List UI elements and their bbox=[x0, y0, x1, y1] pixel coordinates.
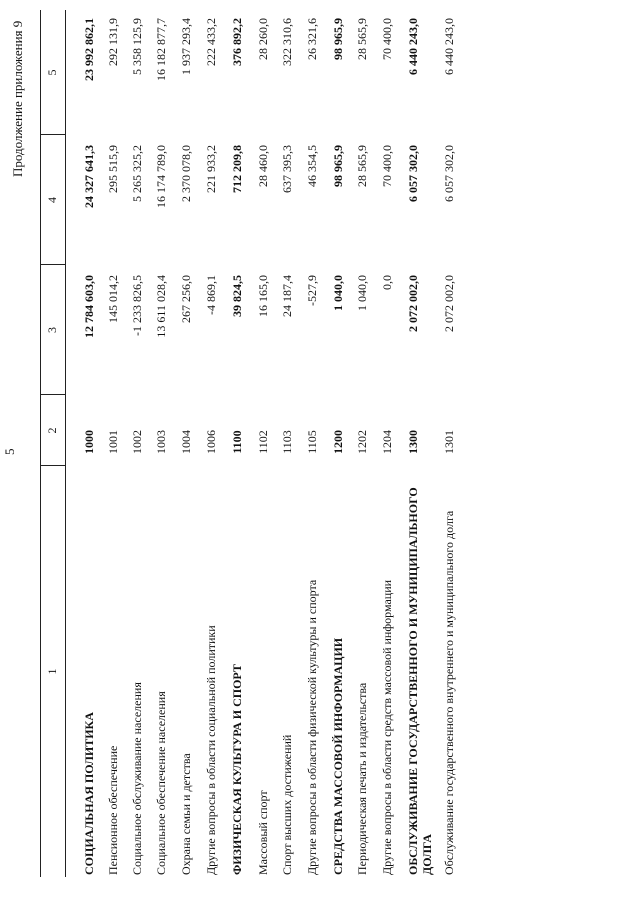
row-name: Другие вопросы в области средств массовой информации bbox=[380, 579, 394, 875]
row-code: 1002 bbox=[130, 430, 144, 454]
row-name: Массовый спорт bbox=[256, 790, 270, 875]
row-value-c5: 98 965,9 bbox=[331, 18, 345, 60]
row-value-c3: 24 187,4 bbox=[280, 275, 294, 317]
row-value-c5: 23 992 862,1 bbox=[82, 18, 96, 81]
header-bottom-border bbox=[65, 10, 66, 877]
row-value-c5: 16 182 877,7 bbox=[154, 18, 168, 81]
row-value-c3: 16 165,0 bbox=[256, 275, 270, 317]
row-value-c3: 1 040,0 bbox=[331, 275, 345, 311]
row-value-c4: 70 400,0 bbox=[380, 145, 394, 187]
row-name: ОБСЛУЖИВАНИЕ ГОСУДАРСТВЕННОГО И МУНИЦИПАЛЬНОГО ДОЛГА bbox=[406, 487, 434, 875]
row-name: Спорт высших достижений bbox=[280, 734, 294, 875]
row-value-c3: 0,0 bbox=[380, 275, 394, 290]
row-value-c3: 145 014,2 bbox=[106, 275, 120, 323]
row-value-c4: 2 370 078,0 bbox=[179, 145, 193, 202]
row-value-c3: 12 784 603,0 bbox=[82, 275, 96, 338]
row-value-c3: -527,9 bbox=[305, 275, 319, 306]
row-value-c5: 292 131,9 bbox=[106, 18, 120, 66]
row-value-c5: 6 440 243,0 bbox=[442, 18, 456, 75]
row-code: 1204 bbox=[380, 430, 394, 454]
header-col-2: 2 bbox=[45, 427, 59, 434]
row-value-c4: 295 515,9 bbox=[106, 145, 120, 193]
row-value-c3: -1 233 826,5 bbox=[130, 275, 144, 336]
row-code: 1003 bbox=[154, 430, 168, 454]
header-col-1: 1 bbox=[45, 668, 59, 675]
row-value-c5: 6 440 243,0 bbox=[406, 18, 420, 75]
row-value-c3: 13 611 028,4 bbox=[154, 275, 168, 338]
row-value-c4: 46 354,5 bbox=[305, 145, 319, 187]
row-value-c4: 6 057 302,0 bbox=[406, 145, 420, 202]
row-value-c5: 26 321,6 bbox=[305, 18, 319, 60]
row-value-c5: 222 433,2 bbox=[204, 18, 218, 66]
row-value-c5: 322 310,6 bbox=[280, 18, 294, 66]
row-name: Другие вопросы в области физической культуры и спорта bbox=[305, 579, 319, 875]
row-value-c5: 70 400,0 bbox=[380, 18, 394, 60]
row-name: Социальное обеспечение населения bbox=[154, 691, 168, 875]
row-value-c3: 39 824,5 bbox=[230, 275, 244, 317]
row-name: ФИЗИЧЕСКАЯ КУЛЬТУРА И СПОРТ bbox=[230, 664, 244, 875]
header-col-4: 4 bbox=[45, 197, 59, 203]
row-code: 1000 bbox=[82, 430, 96, 454]
row-name: Социальное обслуживание населения bbox=[130, 682, 144, 875]
row-code: 1100 bbox=[230, 430, 244, 454]
row-code: 1004 bbox=[179, 430, 193, 454]
row-name: Охрана семьи и детства bbox=[179, 753, 193, 875]
row-code: 1001 bbox=[106, 430, 120, 454]
row-value-c5: 1 937 293,4 bbox=[179, 18, 193, 75]
continuation-note: Продолжение приложения 9 bbox=[10, 20, 25, 177]
page-number: 5 bbox=[2, 448, 17, 455]
row-value-c3: 1 040,0 bbox=[355, 275, 369, 311]
row-value-c3: 267 256,0 bbox=[179, 275, 193, 323]
row-code: 1301 bbox=[442, 430, 456, 454]
row-value-c4: 16 174 789,0 bbox=[154, 145, 168, 208]
row-value-c3: 2 072 002,0 bbox=[442, 275, 456, 332]
row-value-c4: 6 057 302,0 bbox=[442, 145, 456, 202]
row-value-c3: 2 072 002,0 bbox=[406, 275, 420, 332]
row-code: 1300 bbox=[406, 430, 420, 454]
row-name: СОЦИАЛЬНАЯ ПОЛИТИКА bbox=[82, 712, 96, 875]
row-name: Обслуживание государственного внутреннего и муниципального долга bbox=[442, 510, 456, 875]
table-top-border bbox=[40, 10, 41, 877]
row-value-c5: 5 358 125,9 bbox=[130, 18, 144, 75]
row-value-c4: 221 933,2 bbox=[204, 145, 218, 193]
row-value-c4: 24 327 641,3 bbox=[82, 145, 96, 208]
row-value-c4: 28 460,0 bbox=[256, 145, 270, 187]
row-name: СРЕДСТВА МАССОВОЙ ИНФОРМАЦИИ bbox=[331, 637, 345, 875]
row-code: 1202 bbox=[355, 430, 369, 454]
row-code: 1006 bbox=[204, 430, 218, 454]
row-value-c4: 5 265 325,2 bbox=[130, 145, 144, 202]
header-col-5: 5 bbox=[45, 69, 59, 76]
row-value-c5: 28 565,9 bbox=[355, 18, 369, 60]
row-value-c4: 712 209,8 bbox=[230, 145, 244, 193]
row-name: Пенсионное обеспечение bbox=[106, 745, 120, 875]
row-value-c5: 28 260,0 bbox=[256, 18, 270, 60]
row-name: Другие вопросы в области социальной политики bbox=[204, 625, 218, 875]
row-value-c4: 98 965,9 bbox=[331, 145, 345, 187]
row-code: 1200 bbox=[331, 430, 345, 454]
row-value-c4: 28 565,9 bbox=[355, 145, 369, 187]
row-value-c5: 376 892,2 bbox=[230, 18, 244, 66]
row-value-c3: -4 869,1 bbox=[204, 275, 218, 315]
row-code: 1105 bbox=[305, 430, 319, 454]
row-code: 1103 bbox=[280, 430, 294, 454]
row-code: 1102 bbox=[256, 430, 270, 454]
row-value-c4: 637 395,3 bbox=[280, 145, 294, 193]
header-col-3: 3 bbox=[45, 327, 59, 333]
row-name: Периодическая печать и издательства bbox=[355, 682, 369, 875]
